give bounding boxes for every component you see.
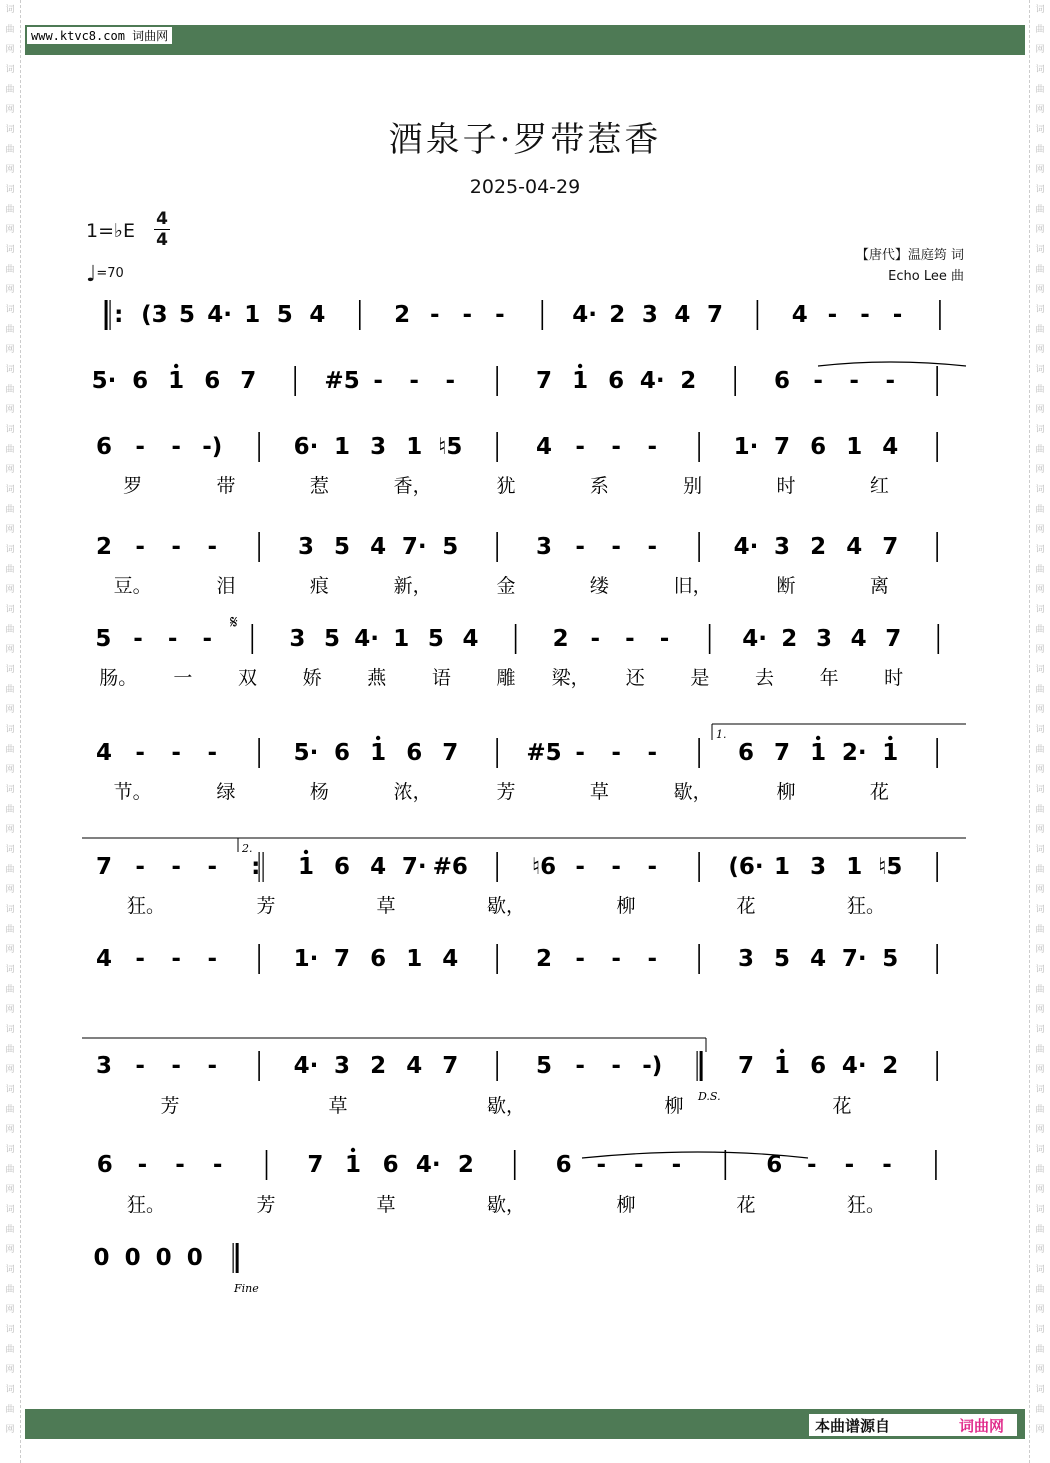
note: 6 <box>406 740 423 766</box>
note: 2 <box>882 1053 899 1079</box>
note: 6 <box>96 434 113 460</box>
note: - <box>207 1053 218 1079</box>
note: - <box>844 1152 855 1178</box>
lyric-syllable: 断 <box>776 575 796 597</box>
repeat-dots: : <box>114 302 124 328</box>
note: - <box>625 626 635 652</box>
note: - <box>647 946 658 972</box>
lyric-syllable: 芳 <box>256 1194 276 1216</box>
note: -) <box>202 434 223 460</box>
note: - <box>885 368 896 394</box>
high-octave-dot <box>888 736 892 740</box>
tie-arc <box>818 362 966 366</box>
note: 7 <box>737 1053 755 1079</box>
note: 1· <box>293 946 319 972</box>
note: 2 <box>810 534 827 560</box>
source-label: 本曲谱源自 <box>815 1417 891 1435</box>
lyric-syllable: 泪 <box>216 575 236 597</box>
lyric-syllable: 草 <box>376 1194 396 1216</box>
note: 3 <box>815 626 832 652</box>
lyric-syllable: 草 <box>376 895 396 917</box>
note: - <box>135 854 145 880</box>
lyric-syllable: 花 <box>736 895 756 917</box>
note: 3 <box>96 1053 113 1079</box>
lyric-syllable: 时 <box>884 667 904 689</box>
note: - <box>167 626 178 652</box>
note: 7· <box>401 534 427 560</box>
note: 5 <box>882 946 899 972</box>
note: 7· <box>401 854 427 880</box>
note: 5 <box>179 302 196 328</box>
note: 0 <box>124 1245 141 1271</box>
high-octave-dot <box>351 1148 355 1152</box>
note: 7 <box>882 534 899 560</box>
note: 4 <box>882 434 899 460</box>
note: 7 <box>774 434 791 460</box>
note: 1 <box>406 434 423 460</box>
note: - <box>202 626 213 652</box>
note: - <box>575 740 585 766</box>
lyric-syllable: 柳 <box>616 895 636 917</box>
note: 4 <box>370 534 387 560</box>
note: - <box>647 534 658 560</box>
note: 3 <box>334 1053 351 1079</box>
high-octave-dot <box>304 850 308 854</box>
note: 4 <box>96 740 113 766</box>
high-octave-dot <box>376 736 380 740</box>
note: 5 <box>95 626 112 652</box>
note: 2 <box>370 1053 387 1079</box>
note: - <box>373 368 383 394</box>
note: ♮6 <box>531 854 557 880</box>
song-date: 2025-04-29 <box>469 176 581 198</box>
song-title: 酒泉子·罗带惹香 <box>388 120 662 160</box>
note: 4· <box>293 1053 319 1079</box>
note: #6 <box>432 854 468 880</box>
note: - <box>171 434 181 460</box>
note: 6 <box>96 1152 113 1178</box>
note: 4 <box>536 434 553 460</box>
lyric-syllable: 新， <box>393 575 432 597</box>
note: 7 <box>240 368 257 394</box>
note: 2 <box>394 302 411 328</box>
note: 7 <box>334 946 351 972</box>
note: - <box>133 626 143 652</box>
lyric-syllable: 歇， <box>673 781 712 803</box>
note: - <box>171 1053 181 1079</box>
note: #5 <box>526 740 562 766</box>
note: 4 <box>442 946 459 972</box>
lyric-syllable: 歇， <box>486 895 526 917</box>
note: 1 <box>774 1053 791 1079</box>
note: 1 <box>393 626 410 652</box>
lyric-syllable: 红 <box>869 475 889 497</box>
note: 4 <box>846 534 863 560</box>
note: 6 <box>774 368 791 394</box>
note: - <box>575 534 585 560</box>
note: - <box>171 946 181 972</box>
note: 7 <box>536 368 553 394</box>
lyric-syllable: 缕 <box>589 575 609 597</box>
note: 3 <box>370 434 387 460</box>
lyric-syllable: 豆。 <box>113 575 152 597</box>
note: 1 <box>406 946 423 972</box>
note: 1 <box>168 368 185 394</box>
lyric-syllable: 金 <box>496 575 516 597</box>
note: 4 <box>462 626 479 652</box>
lyric-syllable: 狂。 <box>126 1194 166 1216</box>
high-octave-dot <box>816 736 820 740</box>
note: 2 <box>457 1152 474 1178</box>
note: - <box>171 740 181 766</box>
note: 7 <box>307 1152 324 1178</box>
lyric-syllable: 别 <box>683 475 703 497</box>
note: 4 <box>850 626 867 652</box>
note: - <box>212 1152 223 1178</box>
watermark-strip-left: 词 曲 网 词 曲 网 词 曲 网 词 曲 网 词 曲 网 词 曲 网 词 曲 网 词 曲 网 词 曲 网 词 曲 网 词 曲 网 词 曲 网 词 曲 网 词 曲 网 词 曲 网 词 曲 网 词 曲 网 词 曲 网 词 曲 网 词 曲 网 词 曲 网 词 曲 网 词 曲 网 词 曲 网 <box>0 0 21 1463</box>
note: 3 <box>536 534 553 560</box>
note: 6 <box>766 1152 783 1178</box>
note: - <box>207 946 218 972</box>
time-signature-top: 4 <box>156 209 168 229</box>
note: 5 <box>442 534 459 560</box>
note: - <box>575 1053 585 1079</box>
lyric-syllable: 痕 <box>309 575 329 597</box>
note: 5 <box>276 302 293 328</box>
note: - <box>135 946 145 972</box>
note: 7 <box>442 1053 459 1079</box>
lyric-syllable: 狂。 <box>846 1194 886 1216</box>
note: 5· <box>293 740 319 766</box>
note: 6 <box>608 368 625 394</box>
composer-credit: Echo Lee 曲 <box>888 269 964 284</box>
note: - <box>611 854 621 880</box>
lyric-syllable: 花 <box>869 781 889 803</box>
note: - <box>827 302 838 328</box>
note: 1 <box>882 740 899 766</box>
note: - <box>462 302 473 328</box>
note: 4· <box>841 1053 867 1079</box>
note: - <box>207 854 218 880</box>
lyric-syllable: 芳 <box>496 781 516 803</box>
note: 1 <box>846 854 863 880</box>
note: 6 <box>204 368 221 394</box>
note: 1 <box>810 740 827 766</box>
note: - <box>135 740 145 766</box>
note: - <box>892 302 903 328</box>
note: - <box>135 1053 145 1079</box>
note: 3 <box>289 626 306 652</box>
note: - <box>611 1053 621 1079</box>
lyric-syllable: 草 <box>589 781 609 803</box>
segno-mark: 𝄋 <box>230 612 238 633</box>
lyric-syllable: 节。 <box>113 781 152 803</box>
note: 4· <box>742 626 768 652</box>
note: 3 <box>737 946 755 972</box>
repeat-dots: : <box>251 854 261 880</box>
note: 3 <box>810 854 827 880</box>
note: 6 <box>810 1053 827 1079</box>
lyric-syllable: 年 <box>819 667 839 689</box>
note: 5 <box>536 1053 553 1079</box>
note: 4 <box>406 1053 423 1079</box>
note: 2 <box>680 368 697 394</box>
lyric-syllable: 燕 <box>367 667 387 689</box>
note: 1 <box>370 740 387 766</box>
lyric-syllable: 离 <box>869 575 889 597</box>
note: - <box>137 1152 148 1178</box>
key-signature: 1=♭E <box>86 220 135 242</box>
lyric-syllable: 双 <box>238 667 258 689</box>
note: ♮5 <box>438 434 463 460</box>
note: - <box>860 302 870 328</box>
note: 4· <box>415 1152 441 1178</box>
note: 0 <box>93 1245 110 1271</box>
note: 6 <box>810 434 827 460</box>
note: 1 <box>297 854 315 880</box>
lyric-syllable: 罗 <box>123 475 143 497</box>
note: - <box>175 1152 185 1178</box>
note: 4 <box>674 302 691 328</box>
lyric-syllable: 歇， <box>486 1095 526 1117</box>
site-label[interactable]: www.ktvc8.com 词曲网 <box>27 27 172 44</box>
note: 6 <box>737 740 755 766</box>
source-site[interactable]: 词曲网 <box>959 1417 1005 1435</box>
note: -) <box>642 1053 663 1079</box>
lyric-syllable: 杨 <box>309 781 329 803</box>
note: 2 <box>536 946 553 972</box>
lyric-syllable: 花 <box>832 1095 852 1117</box>
note: - <box>445 368 456 394</box>
note: 7 <box>885 626 902 652</box>
lyric-syllable: 语 <box>431 667 451 689</box>
note: - <box>207 740 218 766</box>
note: - <box>611 434 621 460</box>
note: - <box>135 534 145 560</box>
high-octave-dot <box>780 1049 784 1053</box>
note: 6 <box>382 1152 399 1178</box>
note: 3 <box>297 534 315 560</box>
note: 5 <box>427 626 444 652</box>
note: 4· <box>572 302 598 328</box>
note: 1 <box>774 854 791 880</box>
lyric-syllable: 柳 <box>616 1194 636 1216</box>
note: - <box>647 434 658 460</box>
note: - <box>647 740 658 766</box>
ending-1-label: 1. <box>716 728 727 741</box>
tempo-value: =70 <box>96 266 124 281</box>
note: - <box>882 1152 892 1178</box>
note: - <box>135 434 145 460</box>
lyric-syllable: 带 <box>216 475 236 497</box>
note: 5 <box>323 626 340 652</box>
note: 4· <box>354 626 380 652</box>
note: - <box>611 534 621 560</box>
note: - <box>495 302 505 328</box>
lyric-syllable: 一 <box>173 667 193 689</box>
note: 6 <box>555 1152 572 1178</box>
lyric-syllable: 犹 <box>496 475 516 497</box>
note: 3 <box>641 302 658 328</box>
lyric-syllable: 柳 <box>664 1095 684 1117</box>
note: 6 <box>334 854 351 880</box>
lyric-syllable: 娇 <box>302 667 322 689</box>
note: - <box>634 1152 644 1178</box>
note: 2· <box>841 740 867 766</box>
note: 1 <box>244 302 261 328</box>
fine-mark: Fine <box>234 1282 259 1295</box>
note: - <box>171 854 181 880</box>
note: (3 <box>141 302 168 328</box>
note: 2 <box>609 302 626 328</box>
note: - <box>671 1152 682 1178</box>
lyric-syllable: 时 <box>776 475 796 497</box>
ending-2-label: 2. <box>242 842 253 855</box>
lyric-syllable: 旧， <box>673 575 712 597</box>
lyric-syllable: 芳 <box>160 1095 180 1117</box>
note: - <box>807 1152 817 1178</box>
note: - <box>813 368 823 394</box>
lyric-syllable: 还 <box>625 667 645 689</box>
note: 2 <box>781 626 798 652</box>
high-octave-dot <box>578 364 582 368</box>
note: 4 <box>370 854 387 880</box>
note: 5 <box>334 534 351 560</box>
lyric-syllable: 浓， <box>393 781 432 803</box>
lyric-syllable: 花 <box>736 1194 756 1216</box>
lyric-syllable: 绿 <box>216 781 236 803</box>
note: 4 <box>810 946 827 972</box>
bottom-banner <box>25 1409 1025 1439</box>
note: - <box>429 302 440 328</box>
source-box[interactable] <box>809 1414 1017 1436</box>
watermark-strip-right: 词 曲 网 词 曲 网 词 曲 网 词 曲 网 词 曲 网 词 曲 网 词 曲 网 词 曲 网 词 曲 网 词 曲 网 词 曲 网 词 曲 网 词 曲 网 词 曲 网 词 曲 网 词 曲 网 词 曲 网 词 曲 网 词 曲 网 词 曲 网 词 曲 网 词 曲 网 词 曲 网 词 曲 网 <box>1029 0 1050 1463</box>
note: 7· <box>841 946 867 972</box>
note: - <box>575 434 585 460</box>
note: - <box>596 1152 606 1178</box>
lyric-syllable: 草 <box>328 1095 348 1117</box>
note: 0 <box>155 1245 172 1271</box>
note: 6 <box>370 946 387 972</box>
time-signature-bottom: 4 <box>156 230 168 250</box>
lyric-syllable: 肠。 <box>99 667 138 689</box>
note: 7 <box>774 740 791 766</box>
note: 2 <box>552 626 569 652</box>
high-octave-dot <box>174 364 178 368</box>
lyric-syllable: 香， <box>393 475 432 497</box>
note: 6 <box>334 740 351 766</box>
lyric-syllable: 狂。 <box>846 895 886 917</box>
note: 2 <box>96 534 113 560</box>
lyric-syllable: 梁， <box>551 667 590 689</box>
lyric-syllable: 雕 <box>496 667 516 689</box>
note: - <box>611 740 621 766</box>
note: 7 <box>96 854 113 880</box>
lyric-syllable: 惹 <box>309 475 329 497</box>
note: 4 <box>96 946 113 972</box>
note: - <box>207 534 218 560</box>
note: 3 <box>774 534 791 560</box>
ds-mark: D.S. <box>698 1090 721 1103</box>
lyric-syllable: 柳 <box>776 781 796 803</box>
note: ♮5 <box>878 854 903 880</box>
note: - <box>409 368 419 394</box>
note: 1 <box>334 434 351 460</box>
note: 6· <box>293 434 319 460</box>
note: - <box>590 626 601 652</box>
note: (6· <box>728 854 764 880</box>
note: 1 <box>345 1152 362 1178</box>
note: 7 <box>442 740 459 766</box>
note: - <box>647 854 658 880</box>
lyricist-credit: 【唐代】温庭筠 词 <box>855 248 964 263</box>
lyric-syllable: 狂。 <box>126 895 166 917</box>
note: 1 <box>572 368 589 394</box>
lyric-syllable: 是 <box>690 667 710 689</box>
note: - <box>171 534 181 560</box>
note: 1· <box>733 434 759 460</box>
note: 7 <box>707 302 724 328</box>
note: - <box>849 368 859 394</box>
note: - <box>611 946 621 972</box>
note: - <box>659 626 670 652</box>
note: #5 <box>324 368 360 394</box>
note: 0 <box>186 1245 203 1271</box>
note: 4 <box>791 302 808 328</box>
lyric-syllable: 去 <box>754 667 774 689</box>
note: 5 <box>774 946 791 972</box>
note: 4· <box>733 534 759 560</box>
note: 5· <box>91 368 117 394</box>
lyric-syllable: 芳 <box>256 895 276 917</box>
note: 1 <box>846 434 863 460</box>
note: - <box>575 946 585 972</box>
note: 4· <box>639 368 665 394</box>
lyric-syllable: 歇， <box>486 1194 526 1216</box>
note: 4 <box>309 302 326 328</box>
note: 6 <box>132 368 149 394</box>
quarter-note-icon: ♩ <box>86 262 97 287</box>
note: - <box>575 854 585 880</box>
note: 4· <box>207 302 233 328</box>
lyric-syllable: 系 <box>589 475 609 497</box>
